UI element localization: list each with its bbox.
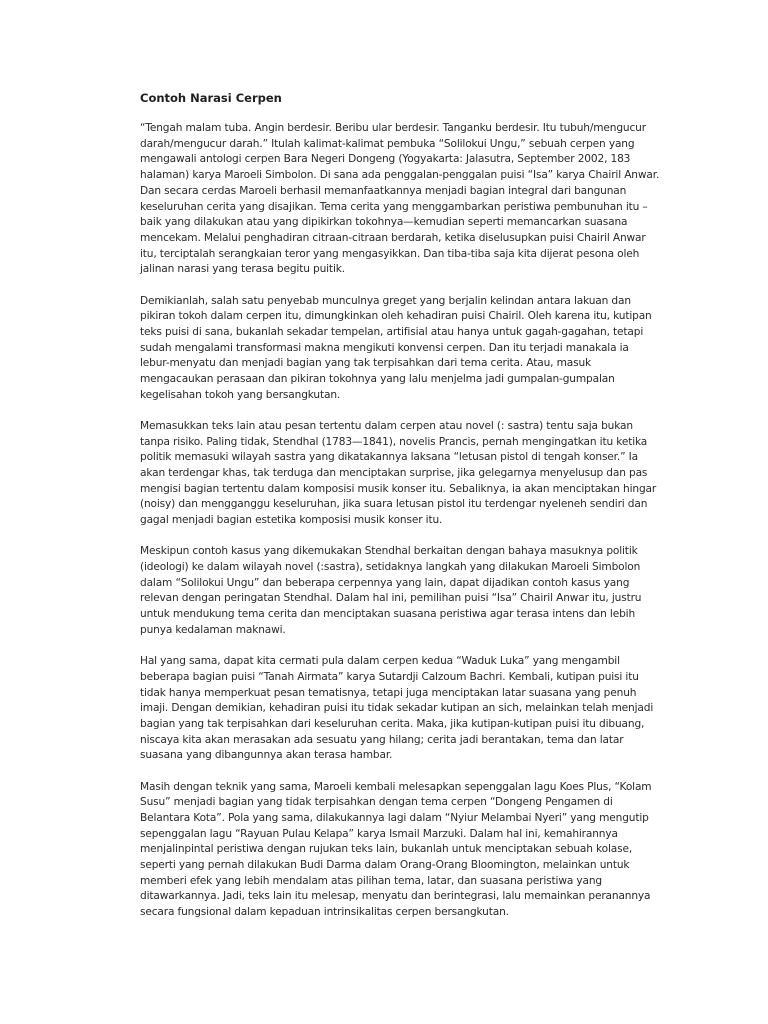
paragraph-1: “Tengah malam tuba. Angin berdesir. Beribu ular berdesir. Tanganku berdesir. Itu tubuh/mengucur darah/mengucur darah.” Itulah kalimat-kalimat pembuka “Solilokui Ungu,” sebuah cerpen yang mengawali antologi cerpen Bara Negeri Dongeng (Yogyakarta: Jalasutra, September 2002, 183 halaman) karya Maroeli Simbolon. Di sana ada penggalan-penggalan puisi “Isa” karya Chairil Anwar. Dan secara cerdas Maroeli berhasil memanfaatkannya menjadi bagian integral dari bangunan keseluruhan cerita yang disajikan. Tema cerita yang menggambarkan peristiwa pembunuhan itu –baik yang dilakukan atau yang dipikirkan tokohnya—kemudian seperti memancarkan suasana mencekam. Melalui penghadiran citraan-citraan berdarah, ketika diselusupkan puisi Chairil Anwar itu, terciptalah serangkaian teror yang mengasyikkan. Dan tiba-tiba saja kita dijerat pesona oleh jalinan narasi yang terasa begitu puitik.	[140, 122, 660, 276]
paragraph-3: Memasukkan teks lain atau pesan tertentu dalam cerpen atau novel (: sastra) tentu saja bukan tanpa risiko. Paling tidak, Stendhal (1783—1841), novelis Prancis, pernah mengingatkan itu ketika politik memasuki wilayah sastra yang dikatakannya laksana “letusan pistol di tengah konser.” Ia akan terdengar khas, tak terduga dan menciptakan surprise, jika gelegarnya menyelusup dan pas mengisi bagian tertentu dalam komposisi musik konser itu. Sebaliknya, ia akan menciptakan hingar (noisy) dan mengganggu keseluruhan, jika suara letusan pistol itu terdengar nyeleneh sendiri dan gagal menjadi bagian estetika komposisi musik konser itu.	[140, 419, 657, 527]
paragraph-6: Masih dengan teknik yang sama, Maroeli kembali melesapkan sepenggalan lagu Koes Plus, “Kolam Susu” menjadi bagian yang tidak terpisahkan dengan tema cerpen “Dongeng Pengamen di Belantara Kota”. Pola yang sama, dilakukannya lagi dalam “Nyiur Melambai Nyeri” yang mengutip sepenggalan lagu “Rayuan Pulau Kelapa” karya Ismail Marzuki. Dalam hal ini, kemahirannya menjalinpintal peristiwa dengan rujukan teks lain, bukanlah untuk menciptakan sebuah kolase, seperti yang pernah dilakukan Budi Darma dalam Orang-Orang Bloomington, melainkan untuk memberi efek yang lebih mendalam atas pilihan tema, latar, dan suasana peristiwa yang ditawarkannya. Jadi, teks lain itu melesap, menyatu dan berintegrasi, lalu memainkan peranannya secara fungsional dalam kepaduan intrinsikalitas cerpen bersangkutan.	[140, 780, 652, 919]
document-body	[140, 90, 660, 936]
paragraph-4: Meskipun contoh kasus yang dikemukakan Stendhal berkaitan dengan bahaya masuknya politik (ideologi) ke dalam wilayah novel (:sastra), setidaknya langkah yang dilakukan Maroeli Simbolon dalam “Solilokui Ungu” dan beberapa cerpennya yang lain, dapat dijadikan contoh kasus yang relevan dengan peringatan Stendhal. Dalam hal ini, pemilihan puisi “Isa” Chairil Anwar itu, justru untuk mendukung tema cerita dan menciptakan suasana peristiwa agar terasa intens dan lebih punya kedalaman maknawi.	[140, 545, 642, 636]
paragraph-5: Hal yang sama, dapat kita cermati pula dalam cerpen kedua “Waduk Luka” yang mengambil beberapa bagian puisi “Tanah Airmata” karya Sutardji Calzoum Bachri. Kembali, kutipan puisi itu tidak hanya memperkuat pesan tematisnya, tetapi juga menciptakan latar suasana yang penuh imaji. Dengan demikian, kehadiran puisi itu tidak sekadar kutipan an sich, melainkan telah menjadi bagian yang tak terpisahkan dari keseluruhan cerita. Maka, jika kutipan-kutipan puisi itu dibuang, niscaya kita akan merasakan ada sesuatu yang hilang; cerita jadi berantakan, tema dan latar suasana yang dibangunnya akan terasa hambar.	[140, 655, 654, 762]
document-title: Contoh Narasi Cerpen	[140, 91, 282, 105]
paragraph-2: Demikianlah, salah satu penyebab munculnya greget yang berjalin kelindan antara lakuan dan pikiran tokoh dalam cerpen itu, dimungkinkan oleh kehadiran puisi Chairil. Oleh karena itu, kutipan teks puisi di sana, bukanlah sekadar tempelan, artifisial atau hanya untuk gagah-gagahan, tetapi sudah mengalami transformasi makna mengikuti konvensi cerpen. Dan itu terjadi manakala ia lebur-menyatu dan menjadi bagian yang tak terpisahkan dari tema cerita. Atau, masuk mengacaukan perasaan dan pikiran tokohnya yang lalu menjelma jadi gumpalan-gumpalan kegelisahan tokoh yang bersangkutan.	[140, 294, 652, 401]
